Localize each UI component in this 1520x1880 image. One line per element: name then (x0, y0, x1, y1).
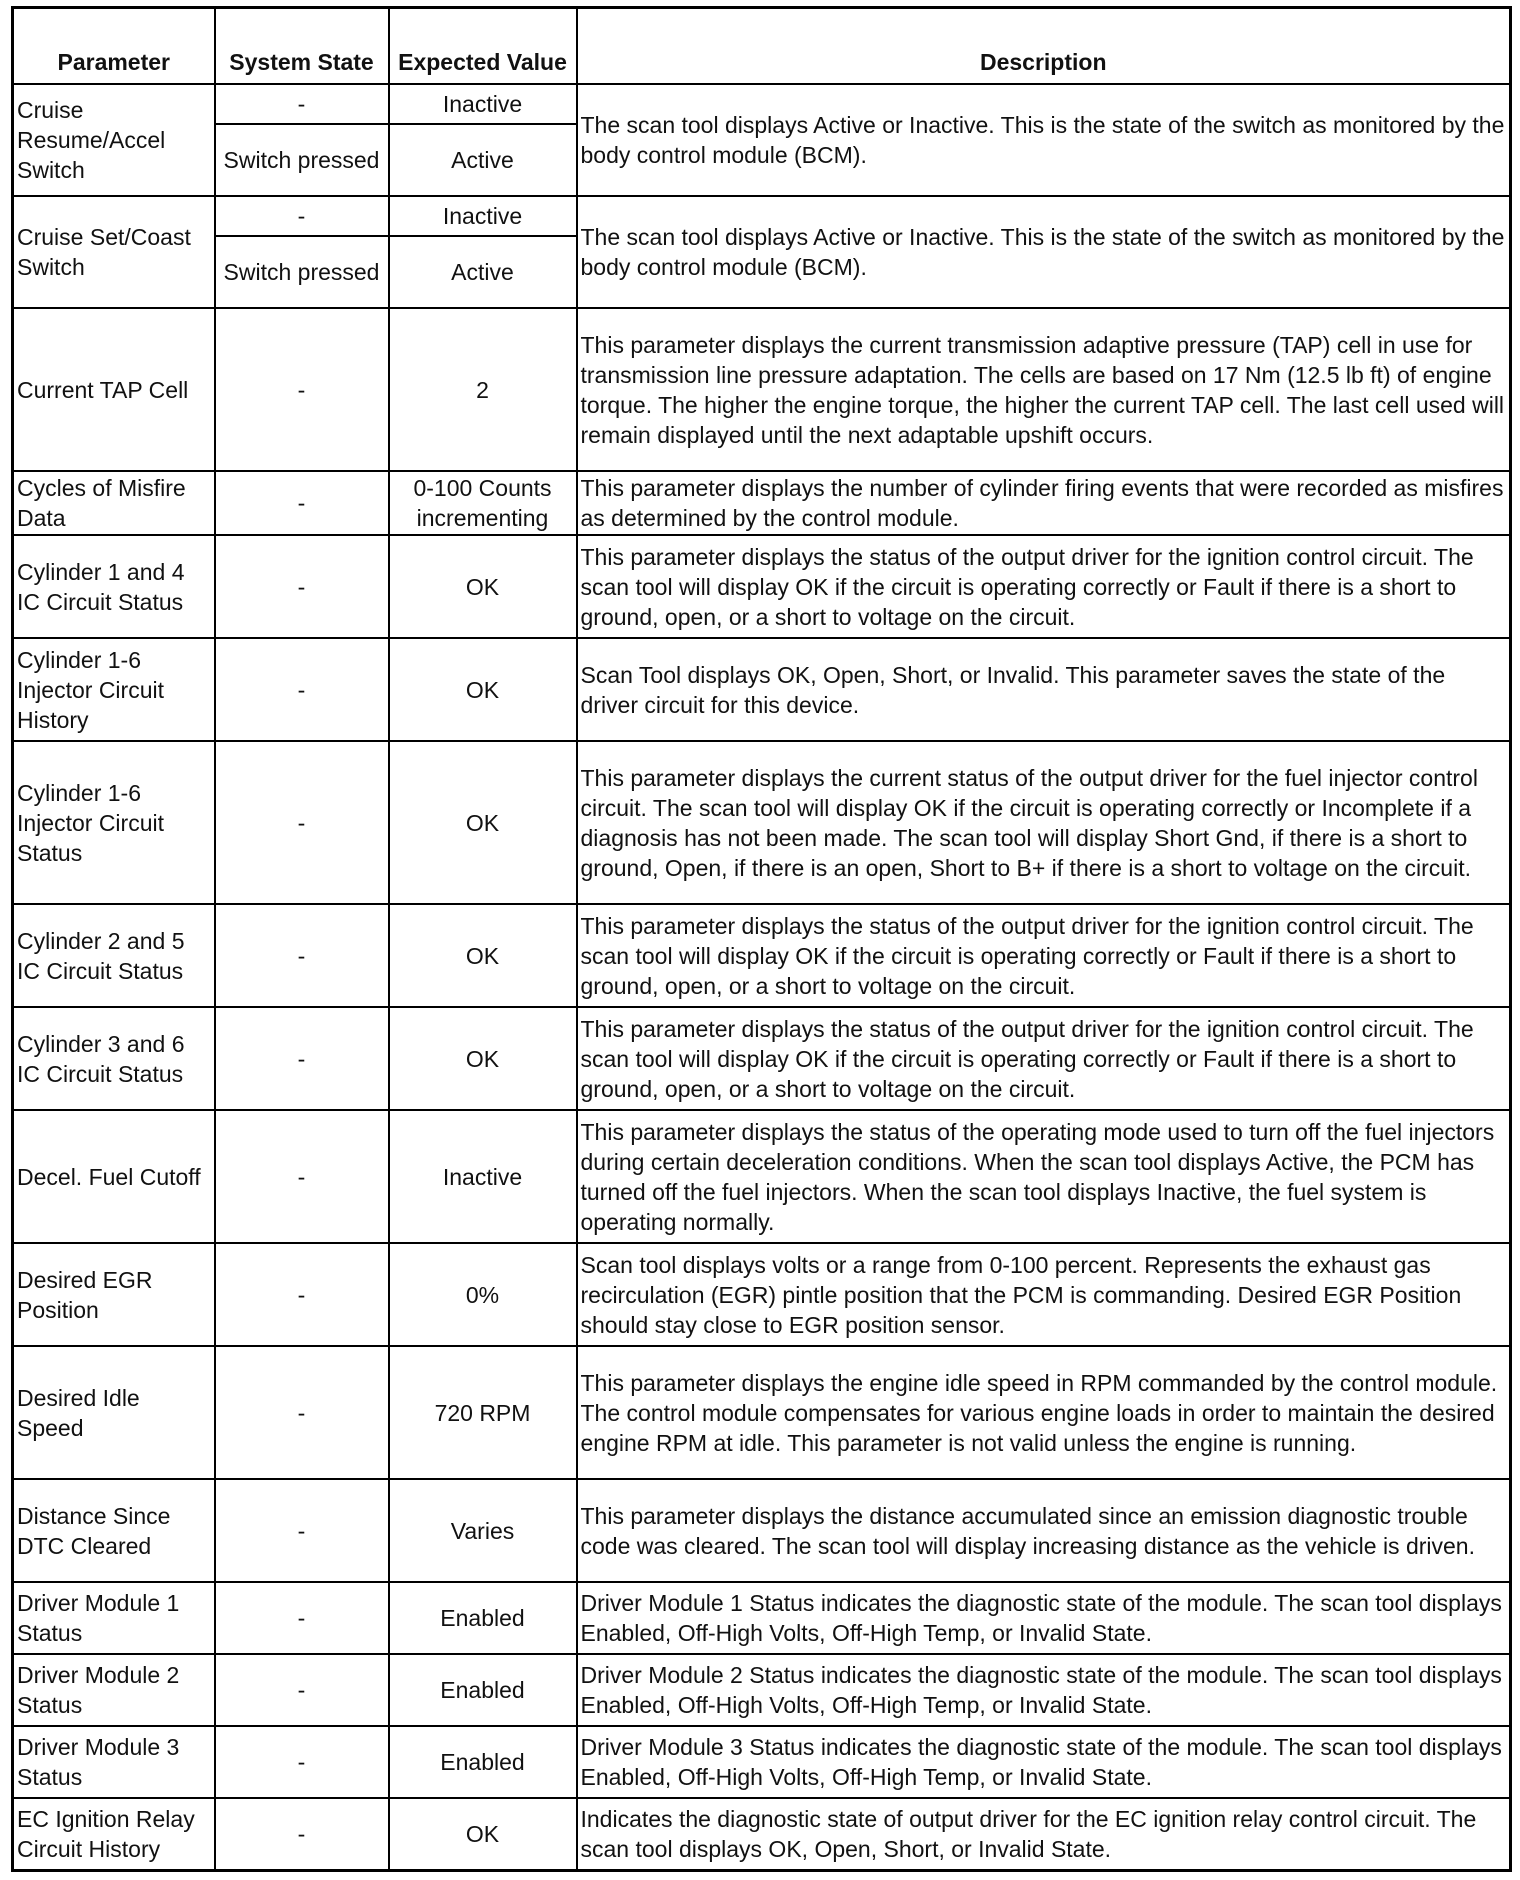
system-state-cell: - (215, 84, 389, 124)
header-parameter: Parameter (13, 8, 215, 85)
description-cell: This parameter displays the status of the output driver for the ignition control circuit. The scan tool will display OK if the circuit is operating correctly or Fault if there is a short to ground, open, or a short to voltage on the circuit. (577, 1007, 1511, 1110)
expected-value-cell: OK (389, 1007, 577, 1110)
parameter-cell: Cylinder 2 and 5 IC Circuit Status (13, 904, 215, 1007)
parameter-cell: Current TAP Cell (13, 308, 215, 471)
description-cell: This parameter displays the distance accumulated since an emission diagnostic trouble code was cleared. The scan tool will display increasing distance as the vehicle is driven. (577, 1479, 1511, 1582)
parameter-cell: Distance Since DTC Cleared (13, 1479, 215, 1582)
system-state-cell: - (215, 904, 389, 1007)
system-state-cell: - (215, 535, 389, 638)
system-state-cell: - (215, 1654, 389, 1726)
system-state-cell: - (215, 1243, 389, 1346)
system-state-cell: - (215, 471, 389, 535)
description-cell: Indicates the diagnostic state of output driver for the EC ignition relay control circuit. The scan tool displays OK, Open, Short, or Invalid State. (577, 1798, 1511, 1870)
parameter-table (11, 6, 1512, 1872)
parameter-cell: EC Ignition Relay Circuit History (13, 1798, 215, 1870)
parameter-cell: Cylinder 1-6 Injector Circuit Status (13, 741, 215, 904)
description-cell: This parameter displays the current transmission adaptive pressure (TAP) cell in use for transmission line pressure adaptation. The cells are based on 17 Nm (12.5 lb ft) of engine torque. The higher the engine torque, the higher the current TAP cell. The last cell used will remain displayed until the next adaptable upshift occurs. (577, 308, 1511, 471)
table-row (13, 1110, 1511, 1243)
table-row (13, 1798, 1511, 1870)
header-expected-value: Expected Value (389, 8, 577, 85)
expected-value-cell: Varies (389, 1479, 577, 1582)
expected-value-cell: Enabled (389, 1582, 577, 1654)
expected-value-cell: 0-100 Counts incrementing (389, 471, 577, 535)
table-row (13, 1726, 1511, 1798)
table-row (13, 1479, 1511, 1582)
parameter-cell: Cruise Resume/Accel Switch (13, 84, 215, 196)
table-row (13, 1007, 1511, 1110)
expected-value-cell: OK (389, 741, 577, 904)
parameter-cell: Cruise Set/Coast Switch (13, 196, 215, 308)
description-cell: This parameter displays the status of the operating mode used to turn off the fuel injectors during certain deceleration conditions. When the scan tool displays Active, the PCM has turned off the fuel injectors. When the scan tool displays Inactive, the fuel system is operating normally. (577, 1110, 1511, 1243)
system-state-cell: Switch pressed (215, 236, 389, 308)
description-cell: Driver Module 1 Status indicates the diagnostic state of the module. The scan tool displays Enabled, Off-High Volts, Off-High Temp, or Invalid State. (577, 1582, 1511, 1654)
table-row (13, 84, 1511, 124)
table-row (13, 308, 1511, 471)
expected-value-cell: OK (389, 535, 577, 638)
parameter-cell: Desired EGR Position (13, 1243, 215, 1346)
expected-value-cell: Inactive (389, 1110, 577, 1243)
description-cell: Scan Tool displays OK, Open, Short, or Invalid. This parameter saves the state of the driver circuit for this device. (577, 638, 1511, 741)
system-state-cell: - (215, 196, 389, 236)
description-cell: The scan tool displays Active or Inactive. This is the state of the switch as monitored by the body control module (BCM). (577, 196, 1511, 308)
expected-value-cell: 0% (389, 1243, 577, 1346)
expected-value-cell: OK (389, 904, 577, 1007)
parameter-cell: Cylinder 1 and 4 IC Circuit Status (13, 535, 215, 638)
table-row (13, 1654, 1511, 1726)
table-row (13, 638, 1511, 741)
expected-value-cell: 720 RPM (389, 1346, 577, 1479)
description-cell: Driver Module 2 Status indicates the diagnostic state of the module. The scan tool displays Enabled, Off-High Volts, Off-High Temp, or Invalid State. (577, 1654, 1511, 1726)
header-description: Description (577, 8, 1511, 85)
expected-value-cell: Active (389, 236, 577, 308)
parameter-cell: Cycles of Misfire Data (13, 471, 215, 535)
system-state-cell: - (215, 308, 389, 471)
expected-value-cell: OK (389, 638, 577, 741)
table-row (13, 196, 1511, 236)
parameter-cell: Driver Module 3 Status (13, 1726, 215, 1798)
system-state-cell: - (215, 741, 389, 904)
table-row (13, 535, 1511, 638)
description-cell: Driver Module 3 Status indicates the diagnostic state of the module. The scan tool displays Enabled, Off-High Volts, Off-High Temp, or Invalid State. (577, 1726, 1511, 1798)
system-state-cell: - (215, 1798, 389, 1870)
system-state-cell: - (215, 1479, 389, 1582)
expected-value-cell: OK (389, 1798, 577, 1870)
header-system-state: System State (215, 8, 389, 85)
system-state-cell: Switch pressed (215, 124, 389, 196)
description-cell: This parameter displays the status of the output driver for the ignition control circuit. The scan tool will display OK if the circuit is operating correctly or Fault if there is a short to ground, open, or a short to voltage on the circuit. (577, 535, 1511, 638)
table-row (13, 741, 1511, 904)
system-state-cell: - (215, 1582, 389, 1654)
expected-value-cell: Inactive (389, 196, 577, 236)
parameter-cell: Desired Idle Speed (13, 1346, 215, 1479)
system-state-cell: - (215, 1110, 389, 1243)
parameter-cell: Driver Module 2 Status (13, 1654, 215, 1726)
description-cell: This parameter displays the current status of the output driver for the fuel injector control circuit. The scan tool will display OK if the circuit is operating correctly or Incomplete if a diagnosis has not been made. The scan tool will display Short Gnd, if there is a short to ground, Open, if there is an open, Short to B+ if there is a short to voltage on the circuit. (577, 741, 1511, 904)
system-state-cell: - (215, 638, 389, 741)
description-cell: Scan tool displays volts or a range from 0-100 percent. Represents the exhaust gas recirculation (EGR) pintle position that the PCM is commanding. Desired EGR Position should stay close to EGR position sensor. (577, 1243, 1511, 1346)
parameter-cell: Decel. Fuel Cutoff (13, 1110, 215, 1243)
parameter-cell: Driver Module 1 Status (13, 1582, 215, 1654)
header-row (13, 8, 1511, 85)
description-cell: The scan tool displays Active or Inactive. This is the state of the switch as monitored by the body control module (BCM). (577, 84, 1511, 196)
description-cell: This parameter displays the status of the output driver for the ignition control circuit. The scan tool will display OK if the circuit is operating correctly or Fault if there is a short to ground, open, or a short to voltage on the circuit. (577, 904, 1511, 1007)
expected-value-cell: Active (389, 124, 577, 196)
system-state-cell: - (215, 1726, 389, 1798)
expected-value-cell: Inactive (389, 84, 577, 124)
description-cell: This parameter displays the number of cylinder firing events that were recorded as misfires as determined by the control module. (577, 471, 1511, 535)
expected-value-cell: Enabled (389, 1726, 577, 1798)
system-state-cell: - (215, 1007, 389, 1110)
system-state-cell: - (215, 1346, 389, 1479)
parameter-cell: Cylinder 1-6 Injector Circuit History (13, 638, 215, 741)
table-row (13, 904, 1511, 1007)
description-cell: This parameter displays the engine idle speed in RPM commanded by the control module. The control module compensates for various engine loads in order to maintain the desired engine RPM at idle. This parameter is not valid unless the engine is running. (577, 1346, 1511, 1479)
expected-value-cell: 2 (389, 308, 577, 471)
table-row (13, 1346, 1511, 1479)
table-row (13, 471, 1511, 535)
expected-value-cell: Enabled (389, 1654, 577, 1726)
parameter-cell: Cylinder 3 and 6 IC Circuit Status (13, 1007, 215, 1110)
table-row (13, 1582, 1511, 1654)
table-row (13, 1243, 1511, 1346)
